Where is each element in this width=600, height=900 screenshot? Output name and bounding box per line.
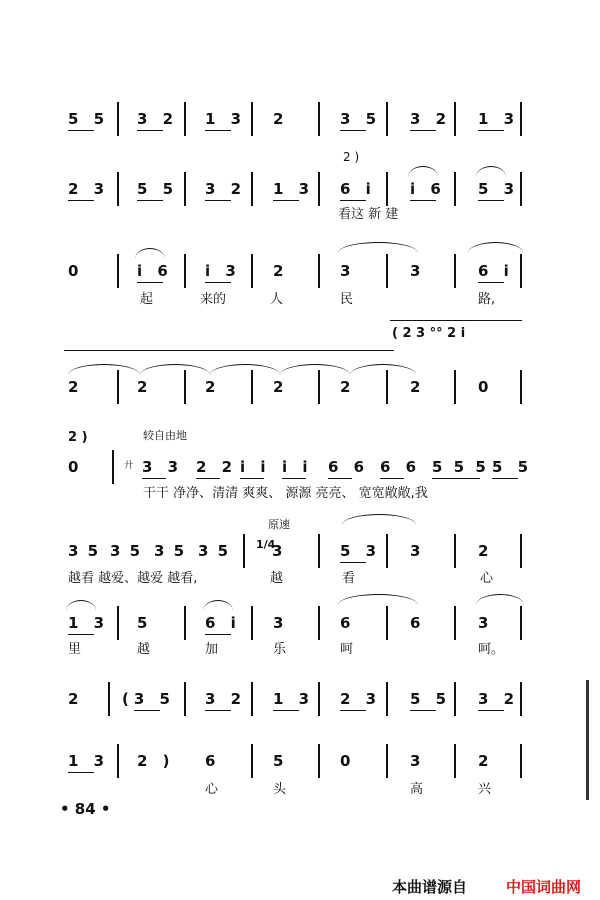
beam-line bbox=[68, 772, 94, 773]
barline bbox=[251, 172, 253, 206]
lyric-word: 民 bbox=[340, 292, 354, 307]
barline bbox=[520, 534, 522, 568]
beam-line bbox=[205, 710, 231, 711]
slur-mark bbox=[135, 248, 165, 259]
beam-line bbox=[380, 478, 404, 479]
beam-line bbox=[478, 130, 504, 131]
tempo-marking: 较自由地 bbox=[143, 429, 187, 442]
lyric-word: 头 bbox=[273, 782, 287, 797]
note-group: 3 bbox=[410, 542, 426, 560]
barline bbox=[117, 370, 119, 404]
beam-line bbox=[68, 634, 94, 635]
beam-line bbox=[340, 200, 366, 201]
beam-line bbox=[273, 200, 299, 201]
note-group: 1 3 bbox=[68, 752, 110, 770]
note-group: 5 5 5 bbox=[432, 458, 489, 476]
barline bbox=[386, 682, 388, 716]
note-group: 1 3 bbox=[68, 614, 110, 632]
barline bbox=[520, 102, 522, 136]
note-group: 3 2 bbox=[410, 110, 452, 128]
barline bbox=[251, 744, 253, 778]
beam-line bbox=[240, 478, 264, 479]
note-group: 1 3 bbox=[273, 690, 315, 708]
beam-line bbox=[142, 478, 166, 479]
barline bbox=[454, 534, 456, 568]
barline bbox=[184, 682, 186, 716]
barline bbox=[520, 172, 522, 206]
lyric-word: 呵。 bbox=[478, 642, 505, 657]
bracket-annotation: 2 ) bbox=[68, 430, 88, 445]
note-group: 2 3 bbox=[68, 180, 110, 198]
note-group: 6 6 bbox=[380, 458, 422, 476]
slur-mark bbox=[476, 594, 524, 605]
note-group: 2 bbox=[340, 378, 356, 396]
beam-line bbox=[340, 562, 366, 563]
beam-line bbox=[205, 130, 231, 131]
barline bbox=[318, 534, 320, 568]
beam-line bbox=[492, 478, 518, 479]
note-group: 2 bbox=[478, 752, 494, 770]
note-group: 2 bbox=[273, 378, 289, 396]
note-group: 3 2 bbox=[205, 180, 247, 198]
beam-line bbox=[410, 200, 436, 201]
barline bbox=[318, 172, 320, 206]
beam-line bbox=[205, 200, 231, 201]
barline bbox=[117, 172, 119, 206]
note-group: 2 bbox=[68, 690, 84, 708]
barline bbox=[454, 744, 456, 778]
lyric-line: 干干 净净、清清 爽爽、 源源 亮亮、 宽宽敞敞,我 bbox=[143, 486, 428, 501]
beam-line bbox=[478, 282, 504, 283]
note-group: 6 i bbox=[478, 262, 514, 280]
lyric-word: 乐 bbox=[273, 642, 287, 657]
slur-mark bbox=[342, 514, 416, 525]
note-group: 5 3 bbox=[478, 180, 520, 198]
lyric-word: 心 bbox=[480, 571, 494, 586]
note-group: 2 ) bbox=[137, 752, 175, 770]
beam-line bbox=[478, 200, 504, 201]
slur-mark bbox=[280, 364, 350, 375]
barline bbox=[386, 102, 388, 136]
note-group: 2 bbox=[478, 542, 494, 560]
barline bbox=[386, 744, 388, 778]
note-group: 0 bbox=[68, 458, 84, 476]
barline bbox=[117, 744, 119, 778]
footer-source-label: 本曲谱源自 bbox=[392, 878, 468, 896]
lyric-word: 来的 bbox=[200, 292, 227, 307]
slur-mark bbox=[338, 594, 418, 605]
note-group: 5 3 bbox=[340, 542, 382, 560]
note-group: 5 bbox=[273, 752, 289, 770]
lyric-word: 越看 越爱、越爱 越看, bbox=[68, 571, 198, 586]
barline bbox=[318, 744, 320, 778]
barline bbox=[117, 102, 119, 136]
note-group: 6 6 bbox=[328, 458, 370, 476]
note-group: 2 bbox=[68, 378, 84, 396]
lyric-word: 起 bbox=[140, 292, 154, 307]
barline bbox=[251, 606, 253, 640]
beam-line bbox=[205, 634, 231, 635]
note-group: 2 2 bbox=[196, 458, 238, 476]
barline bbox=[454, 370, 456, 404]
note-group: 3 bbox=[478, 614, 494, 632]
bracket-annotation: 2 ) bbox=[343, 150, 360, 164]
note-group: 6 bbox=[410, 614, 426, 632]
note-group: 3 2 bbox=[478, 690, 520, 708]
note-group: 3 bbox=[340, 262, 356, 280]
note-group: 2 bbox=[273, 262, 289, 280]
note-group: 3 5 bbox=[68, 542, 101, 560]
time-signature: 1/4 bbox=[256, 538, 276, 551]
note-group: 3 2 bbox=[137, 110, 179, 128]
note-group: 1 3 bbox=[478, 110, 520, 128]
barline bbox=[454, 682, 456, 716]
lyric-word: 里 bbox=[68, 642, 82, 657]
tempo-marking: 原速 bbox=[268, 518, 290, 531]
slur-mark bbox=[338, 242, 418, 253]
lyric-word: 人 bbox=[270, 292, 284, 307]
note-group: 1 3 bbox=[205, 110, 247, 128]
barline bbox=[454, 254, 456, 288]
note-group: 3 5 bbox=[110, 542, 143, 560]
barline bbox=[454, 172, 456, 206]
barline bbox=[454, 606, 456, 640]
beam-line bbox=[68, 200, 94, 201]
lyric-word: 越 bbox=[270, 571, 284, 586]
note-group: 5 5 bbox=[492, 458, 534, 476]
note-group: 2 bbox=[137, 378, 153, 396]
barline bbox=[318, 254, 320, 288]
sharp-mark: 廾 bbox=[124, 461, 134, 471]
lyric-word: 越 bbox=[137, 642, 151, 657]
beam-line bbox=[410, 130, 436, 131]
note-group: 5 bbox=[137, 614, 153, 632]
note-group: 5 5 bbox=[68, 110, 110, 128]
bracket-line bbox=[390, 320, 522, 321]
beam-line bbox=[137, 200, 163, 201]
barline bbox=[386, 254, 388, 288]
note-group: 0 bbox=[340, 752, 356, 770]
barline bbox=[184, 606, 186, 640]
note-group: 0 bbox=[68, 262, 84, 280]
beam-line bbox=[478, 710, 504, 711]
lyric-word: 加 bbox=[205, 642, 219, 657]
barline bbox=[318, 682, 320, 716]
note-group: i 6 bbox=[410, 180, 446, 198]
slur-mark bbox=[203, 600, 233, 611]
barline bbox=[184, 172, 186, 206]
note-group: 3 bbox=[272, 542, 288, 560]
barline bbox=[117, 254, 119, 288]
long-slur bbox=[64, 350, 394, 351]
note-group: 5 5 bbox=[137, 180, 179, 198]
note-group: 3 5 bbox=[154, 542, 187, 560]
note-group: 3 bbox=[410, 752, 426, 770]
lyric-word: 高 bbox=[410, 782, 424, 797]
note-group: (3 5 bbox=[122, 690, 175, 708]
note-group: 2 bbox=[205, 378, 221, 396]
barline bbox=[251, 254, 253, 288]
barline bbox=[386, 534, 388, 568]
barline bbox=[251, 682, 253, 716]
barline bbox=[318, 606, 320, 640]
note-group: 2 bbox=[410, 378, 426, 396]
barline bbox=[520, 370, 522, 404]
note-group: 6 bbox=[205, 752, 221, 770]
barline bbox=[184, 102, 186, 136]
lyric-word: 心 bbox=[205, 782, 219, 797]
note-group: i 6 bbox=[137, 262, 173, 280]
barline bbox=[318, 102, 320, 136]
barline bbox=[386, 172, 388, 206]
note-group: 3 bbox=[410, 262, 426, 280]
beam-line bbox=[340, 710, 366, 711]
lyric-word: 兴 bbox=[478, 782, 492, 797]
note-group: i i bbox=[240, 458, 271, 476]
barline bbox=[251, 370, 253, 404]
beam-line bbox=[282, 478, 306, 479]
note-group: 3 bbox=[273, 614, 289, 632]
scan-edge-mark bbox=[586, 680, 589, 800]
page-number: • 84 • bbox=[60, 800, 111, 818]
note-group: 6 bbox=[340, 614, 356, 632]
barline bbox=[243, 534, 245, 568]
note-group: 6 i bbox=[340, 180, 376, 198]
barline bbox=[520, 606, 522, 640]
barline bbox=[520, 744, 522, 778]
lyric-line: 看这 新 建 bbox=[338, 207, 399, 222]
lyric-word: 呵 bbox=[340, 642, 354, 657]
lyric-word: 看 bbox=[342, 571, 356, 586]
beam-line bbox=[137, 130, 163, 131]
note-group: 1 3 bbox=[273, 180, 315, 198]
barline bbox=[184, 370, 186, 404]
slur-mark bbox=[140, 364, 210, 375]
barline bbox=[108, 682, 110, 716]
beam-line bbox=[68, 130, 94, 131]
note-group: 3 3 bbox=[142, 458, 184, 476]
barline bbox=[520, 254, 522, 288]
barline bbox=[318, 370, 320, 404]
beam-line bbox=[328, 478, 352, 479]
note-group: 0 bbox=[478, 378, 494, 396]
note-group: 5 5 bbox=[410, 690, 452, 708]
slur-mark bbox=[468, 242, 523, 253]
beam-line bbox=[340, 130, 366, 131]
beam-line bbox=[205, 282, 231, 283]
beam-line bbox=[432, 478, 480, 479]
note-group: 2 bbox=[273, 110, 289, 128]
slur-mark bbox=[476, 166, 506, 177]
footer-site-link[interactable]: 中国词曲网 bbox=[506, 878, 582, 896]
beam-line bbox=[137, 282, 163, 283]
slur-mark bbox=[408, 166, 438, 177]
slur-mark bbox=[66, 600, 96, 611]
note-group: 3 2 bbox=[205, 690, 247, 708]
bracket-annotation: ( 2 3 °° 2 i bbox=[392, 326, 466, 341]
barline bbox=[251, 102, 253, 136]
barline bbox=[112, 450, 114, 484]
slur-mark bbox=[68, 364, 140, 375]
note-group: 3 5 bbox=[340, 110, 382, 128]
slur-mark bbox=[350, 364, 416, 375]
barline bbox=[117, 606, 119, 640]
beam-line bbox=[134, 710, 160, 711]
note-group: i 3 bbox=[205, 262, 241, 280]
beam-line bbox=[410, 710, 436, 711]
note-group: 2 3 bbox=[340, 690, 382, 708]
barline bbox=[386, 370, 388, 404]
slur-mark bbox=[210, 364, 280, 375]
beam-line bbox=[273, 710, 299, 711]
note-group: 3 5 bbox=[198, 542, 231, 560]
note-group: 6 i bbox=[205, 614, 241, 632]
barline bbox=[454, 102, 456, 136]
barline bbox=[386, 606, 388, 640]
beam-line bbox=[196, 478, 220, 479]
barline bbox=[520, 682, 522, 716]
note-group: i i bbox=[282, 458, 313, 476]
lyric-word: 路, bbox=[478, 292, 496, 307]
barline bbox=[184, 254, 186, 288]
